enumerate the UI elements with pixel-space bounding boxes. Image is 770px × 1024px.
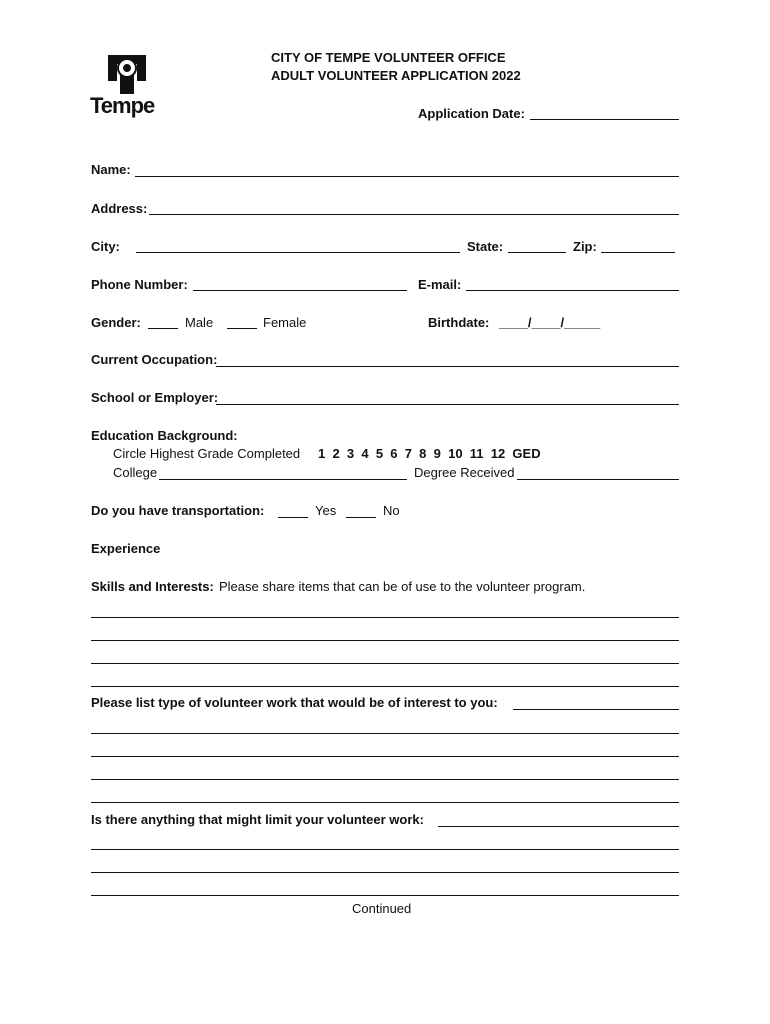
address-label: Address: xyxy=(91,201,148,216)
degree-label: Degree Received xyxy=(414,465,515,480)
volunteer-interest-field[interactable] xyxy=(513,709,679,710)
phone-field[interactable] xyxy=(193,290,407,291)
education-title: Education Background: xyxy=(91,428,238,443)
application-date-label: Application Date: xyxy=(418,106,525,121)
limits-line[interactable] xyxy=(91,872,679,873)
skills-text: Please share items that can be of use to the volunteer program. xyxy=(219,579,586,594)
college-field[interactable] xyxy=(159,479,407,480)
limits-line[interactable] xyxy=(91,849,679,850)
skills-line[interactable] xyxy=(91,663,679,664)
limits-field[interactable] xyxy=(438,826,679,827)
transport-no-blank[interactable] xyxy=(346,517,376,518)
skills-line[interactable] xyxy=(91,686,679,687)
application-date-field[interactable] xyxy=(530,119,679,120)
school-employer-label: School or Employer: xyxy=(91,390,219,405)
school-employer-field[interactable] xyxy=(216,404,679,405)
volunteer-interest-label: Please list type of volunteer work that would be of interest to you: xyxy=(91,695,498,710)
state-label: State: xyxy=(467,239,504,254)
limits-line[interactable] xyxy=(91,895,679,896)
circle-grade-label: Circle Highest Grade Completed xyxy=(113,446,301,461)
tempe-logo xyxy=(90,52,170,118)
limits-label: Is there anything that might limit your volunteer work: xyxy=(91,812,424,827)
female-blank[interactable] xyxy=(227,328,257,329)
transport-yes-blank[interactable] xyxy=(278,517,308,518)
transportation-label: Do you have transportation: xyxy=(91,503,265,518)
transport-yes: Yes xyxy=(315,503,337,518)
header-title: ADULT VOLUNTEER APPLICATION 2022 xyxy=(271,68,521,83)
grade-options[interactable]: 1 2 3 4 5 6 7 8 9 10 11 12 GED xyxy=(318,446,541,461)
zip-label: Zip: xyxy=(573,239,597,254)
email-field[interactable] xyxy=(466,290,679,291)
transport-no: No xyxy=(383,503,400,518)
volunteer-interest-line[interactable] xyxy=(91,733,679,734)
skills-label: Skills and Interests: xyxy=(91,579,214,594)
zip-field[interactable] xyxy=(601,252,675,253)
state-field[interactable] xyxy=(508,252,566,253)
volunteer-interest-line[interactable] xyxy=(91,802,679,803)
email-label: E-mail: xyxy=(418,277,462,292)
city-label: City: xyxy=(91,239,120,254)
volunteer-interest-line[interactable] xyxy=(91,779,679,780)
occupation-field[interactable] xyxy=(216,366,679,367)
skills-line[interactable] xyxy=(91,640,679,641)
birthdate-field[interactable]: ____/____/_____ xyxy=(499,315,601,330)
address-field[interactable] xyxy=(149,214,679,215)
male-blank[interactable] xyxy=(148,328,178,329)
logo-text: Tempe xyxy=(90,93,155,118)
birthdate-label: Birthdate: xyxy=(428,315,490,330)
phone-label: Phone Number: xyxy=(91,277,188,292)
volunteer-interest-line[interactable] xyxy=(91,756,679,757)
college-label: College xyxy=(113,465,158,480)
header-office: CITY OF TEMPE VOLUNTEER OFFICE xyxy=(271,50,506,65)
continued-footer: Continued xyxy=(352,901,412,916)
experience-heading: Experience xyxy=(91,541,161,556)
gender-label: Gender: xyxy=(91,315,141,330)
degree-field[interactable] xyxy=(517,479,679,480)
name-label: Name: xyxy=(91,162,131,177)
skills-line[interactable] xyxy=(91,617,679,618)
city-field[interactable] xyxy=(136,252,460,253)
female-option: Female xyxy=(263,315,307,330)
male-option: Male xyxy=(185,315,214,330)
occupation-label: Current Occupation: xyxy=(91,352,218,367)
name-field[interactable] xyxy=(135,176,679,177)
